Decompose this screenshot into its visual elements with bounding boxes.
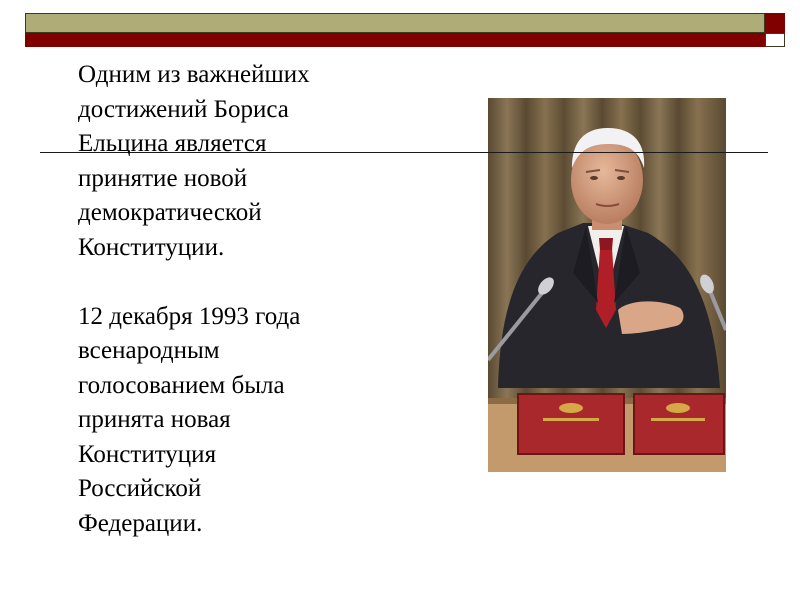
corner-square-white <box>765 33 785 47</box>
header-bar-olive <box>25 13 765 33</box>
body-text <box>78 58 408 541</box>
portrait-illustration <box>488 98 726 472</box>
paragraph-achievement: Одним из важнейших достижений Бориса Ельцина является принятие новой демократической Конституции. <box>78 61 310 261</box>
portrait-photo <box>488 98 726 472</box>
corner-square-red <box>765 13 785 33</box>
constitution-book-right <box>634 394 724 454</box>
paragraph-constitution-date: 12 декабря 1993 года всенародным голосованием была принята новая Конституция Российской Федерации. <box>78 302 301 537</box>
header-bar-red <box>25 33 765 47</box>
